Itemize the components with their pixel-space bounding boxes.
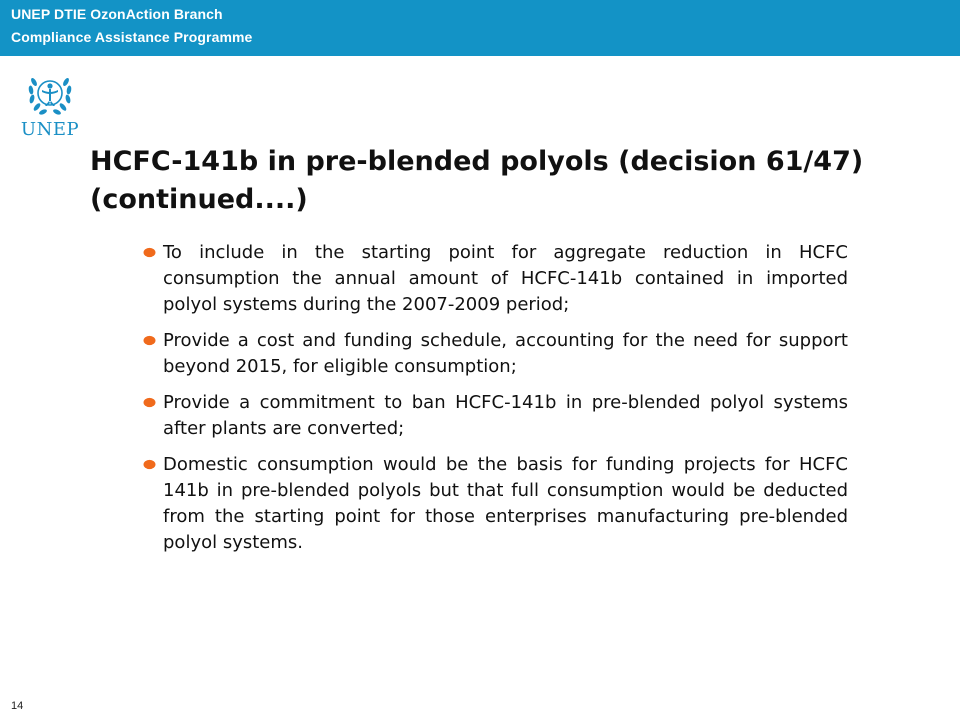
org-name: UNEP DTIE OzonAction Branch — [11, 6, 223, 22]
header-bar — [0, 0, 960, 56]
unep-logo — [20, 68, 80, 148]
bullet-list — [163, 240, 848, 566]
bullet-text: To include in the starting point for aggregate reduction in HCFC consumption the annual amount of HCFC-141b contained in imported polyol systems during the 2007-2009 period; — [163, 242, 848, 315]
bullet-item — [163, 240, 848, 318]
bullet-item — [163, 390, 848, 442]
bullet-icon — [143, 397, 156, 408]
bullet-text: Domestic consumption would be the basis for funding projects for HCFC 141b in pre-blended polyols but that full consumption would be deducted from the starting point for those enterprises manufacturing pre-blended polyol systems. — [163, 454, 848, 553]
bullet-text: Provide a cost and funding schedule, accounting for the need for support beyond 2015, for eligible consumption; — [163, 330, 848, 377]
unep-emblem-icon — [20, 68, 80, 120]
bullet-item — [163, 452, 848, 556]
bullet-icon — [143, 247, 156, 258]
unep-logo-text: UNEP — [20, 119, 80, 140]
bullet-item — [163, 328, 848, 380]
bullet-text: Provide a commitment to ban HCFC-141b in pre-blended polyol systems after plants are converted; — [163, 392, 848, 439]
bullet-icon — [143, 459, 156, 470]
page-number: 14 — [11, 700, 24, 712]
programme-name: Compliance Assistance Programme — [11, 29, 253, 45]
slide-title: HCFC-141b in pre-blended polyols (decision 61/47) (continued....) — [90, 146, 864, 215]
bullet-icon — [143, 335, 156, 346]
